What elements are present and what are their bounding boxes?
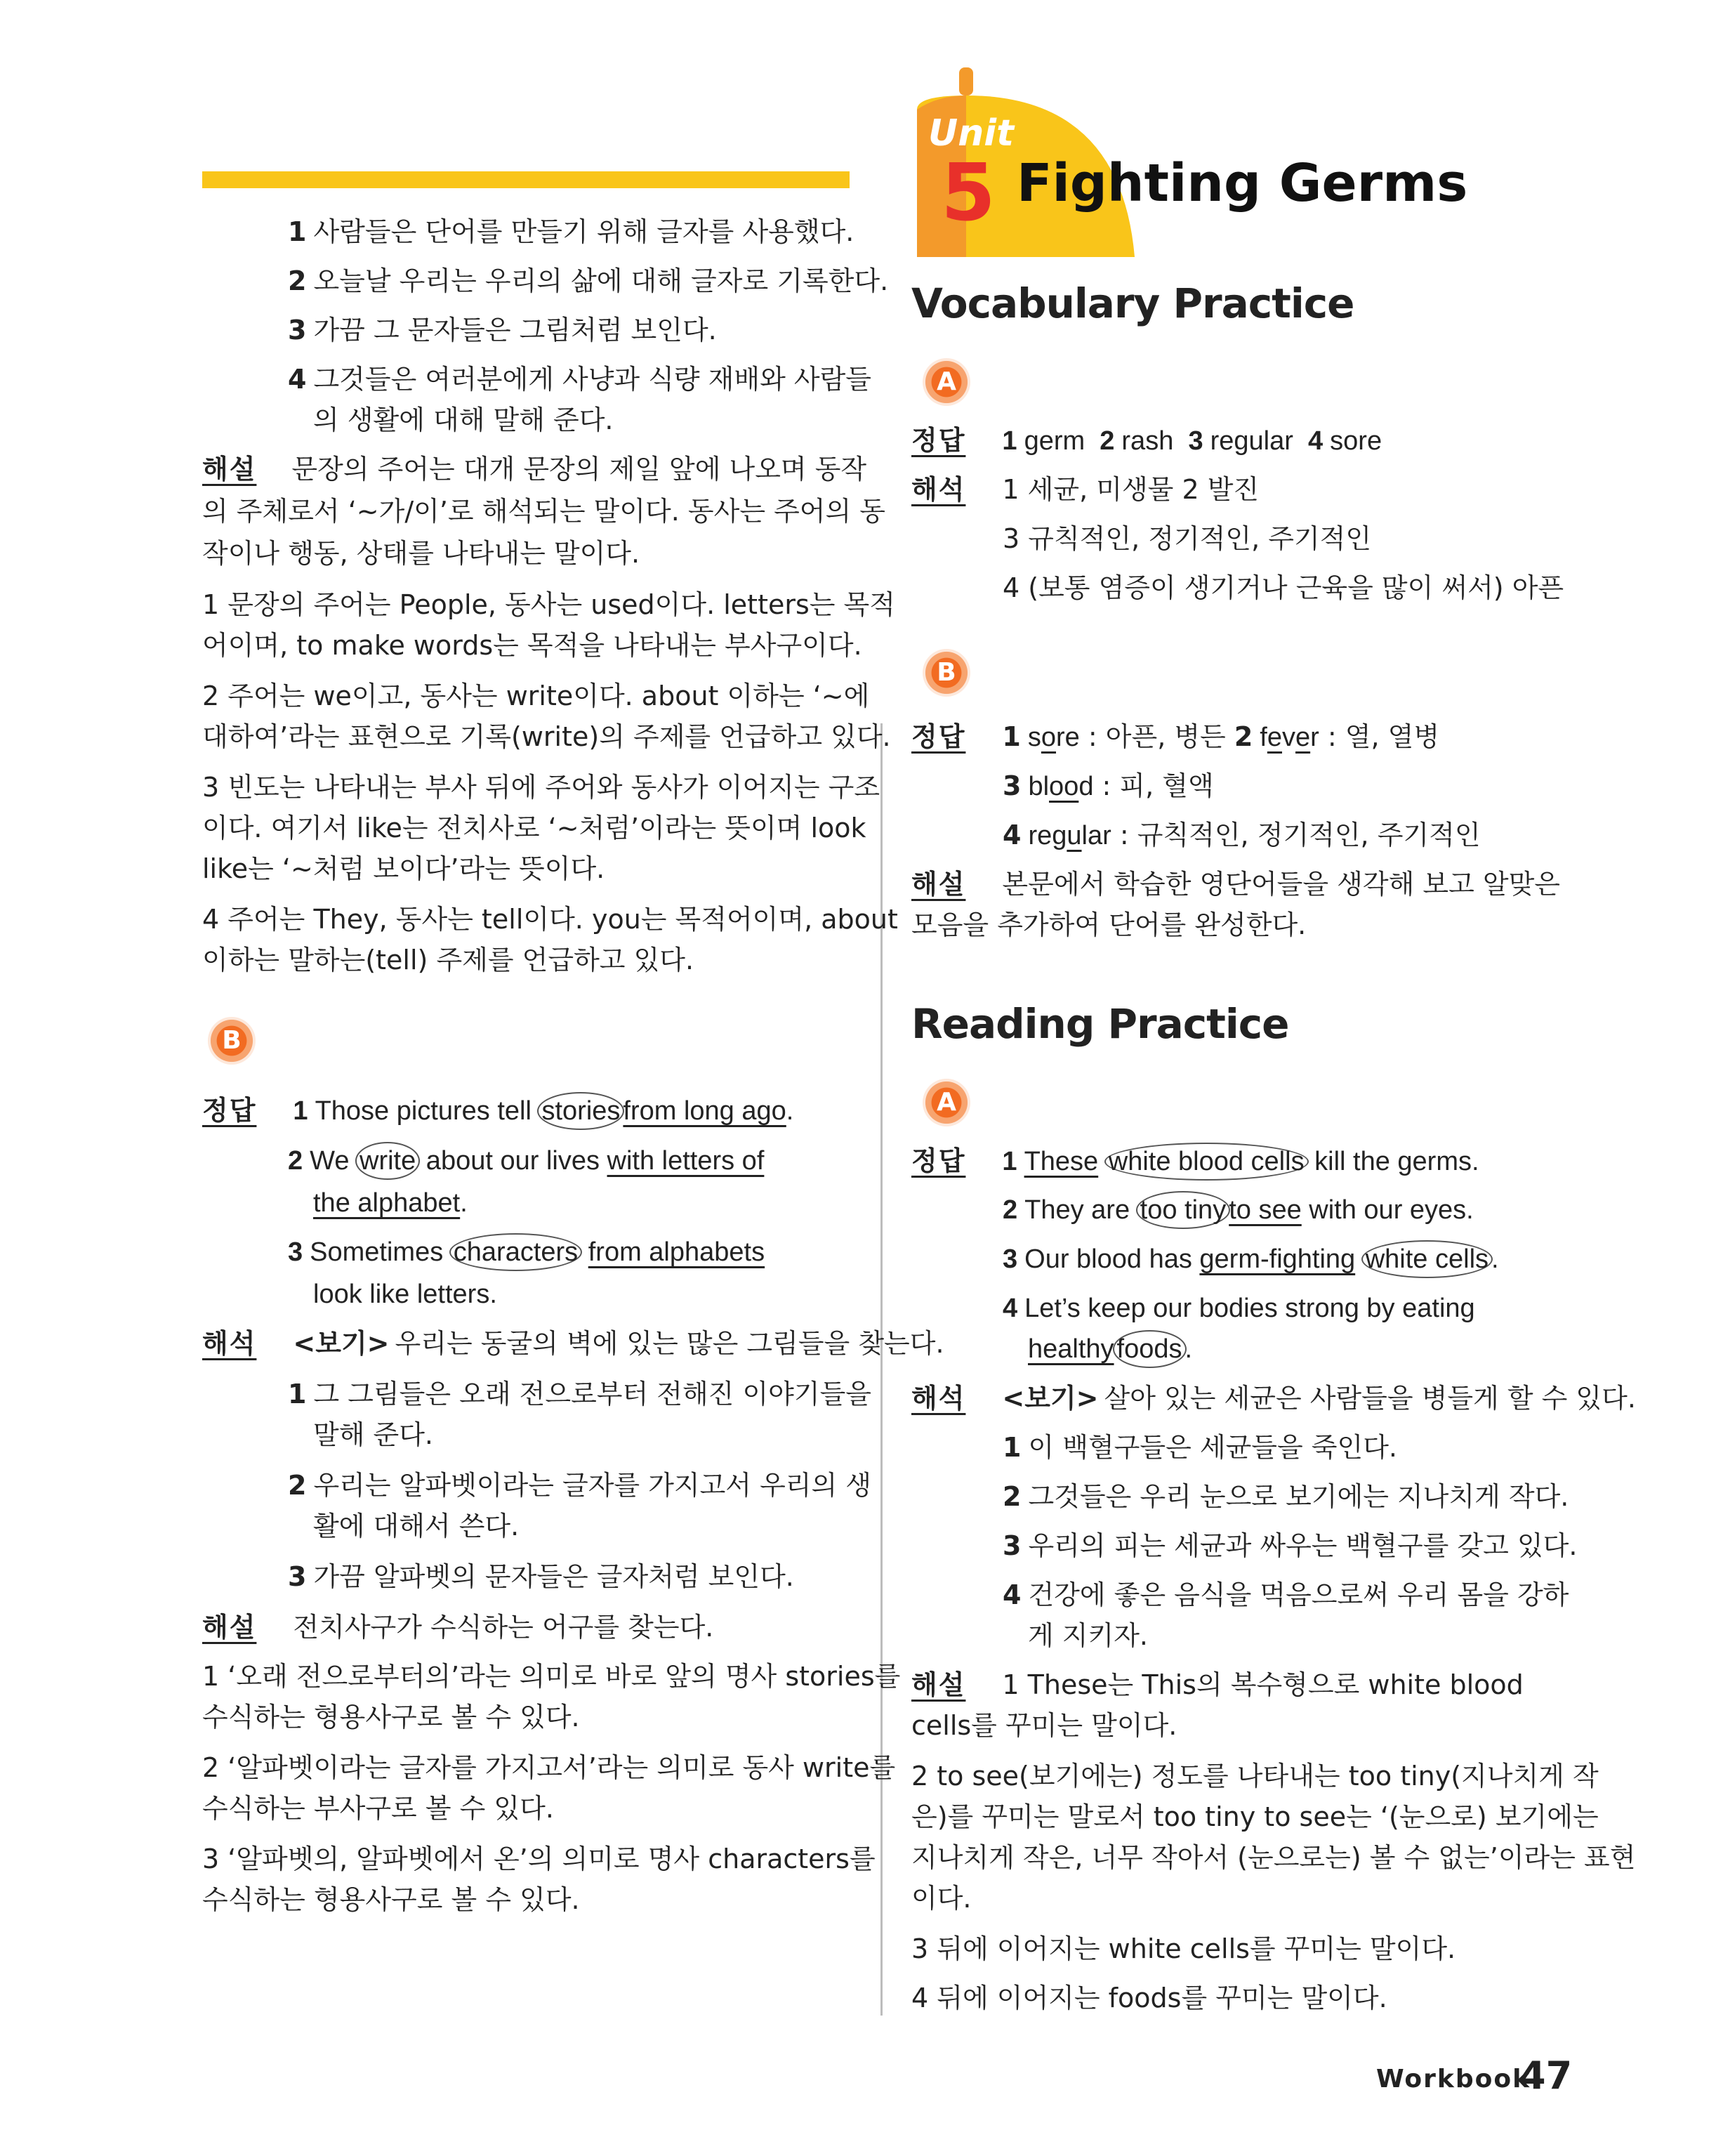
note-line: 4 뒤에 이어지는 foods를 꾸미는 말이다.	[911, 1983, 1387, 2013]
answer-line: 정답 1 sore : 아픈, 병든 2 fever : 열, 열병	[911, 721, 1440, 752]
answer-line: 3 Our blood has germ-fighting white cells .	[1003, 1242, 1499, 1277]
note-line: 수식하는 형용사구로 볼 수 있다.	[202, 1702, 580, 1733]
haeseok-line: 해석 <보기> 우리는 동굴의 벽에 있는 많은 그림들을 찾는다.	[202, 1328, 944, 1359]
note-line: 2 주어는 we이고, 동사는 write이다. about 이하는 ‘~에	[202, 681, 870, 711]
text-line: 모음을 추가하여 단어를 완성한다.	[911, 909, 1307, 940]
answer-line-continued: healthy foods .	[1028, 1332, 1192, 1367]
haeseol-line: 해설 본문에서 학습한 영단어들을 생각해 보고 알맞은	[911, 869, 1560, 900]
note-line: 수식하는 형용사구로 볼 수 있다.	[202, 1884, 580, 1915]
note-line: 3 ‘알파벳의, 알파벳에서 온’의 의미로 명사 characters를	[202, 1843, 876, 1874]
page-number: 47	[1519, 2053, 1573, 2098]
note-line: like는 ‘~처럼 보이다’라는 뜻이다.	[202, 853, 605, 884]
answer-line-continued: look like letters.	[313, 1280, 497, 1309]
answer-line: 정답 1 These white blood cells kill the germs.	[911, 1143, 1479, 1179]
footer-label: Workbook	[1376, 2065, 1531, 2093]
translation-line: 1 그 그림들은 오래 전으로부터 전해진 이야기들을	[288, 1379, 872, 1409]
note-line: 2 ‘알파벳이라는 글자를 가지고서’라는 의미로 동사 write를	[202, 1752, 896, 1783]
translation-line: 2 그것들은 우리 눈으로 보기에는 지나치게 작다.	[1003, 1481, 1569, 1512]
translation-line: 4 (보통 염증이 생기거나 근육을 많이 써서) 아픈	[1003, 572, 1564, 603]
note-line: 이하는 말하는(tell) 주제를 언급하고 있다.	[202, 945, 694, 975]
note-line: 수식하는 부사구로 볼 수 있다.	[202, 1793, 554, 1824]
section-b-badge: B	[923, 649, 970, 697]
translation-line: 게 지키자.	[1028, 1620, 1148, 1651]
answer-line: 4 regular : 규칙적인, 정기적인, 주기적인	[1003, 820, 1481, 850]
note-line: 이다. 여기서 like는 전치사로 ‘~처럼’이라는 뜻이며 look	[202, 813, 866, 843]
yellow-header-bar	[202, 171, 850, 188]
translation-line: 2 우리는 알파벳이라는 글자를 가지고서 우리의 생	[288, 1470, 872, 1501]
reading-practice-title: Reading Practice	[911, 1000, 1289, 1048]
list-item-continued: 의 생활에 대해 말해 준다.	[313, 405, 614, 435]
note-line: 3 빈도는 나타내는 부사 뒤에 주어와 동사가 이어지는 구조	[202, 772, 880, 803]
note-line: 이다.	[911, 1883, 972, 1914]
haeseol-line: 해설 전치사구가 수식하는 어구를 찾는다.	[202, 1612, 714, 1643]
note-line: 어이며, to make words는 목적을 나타내는 부사구이다.	[202, 630, 862, 661]
note-line: 은)를 꾸미는 말로서 too tiny to see는 ‘(눈으로) 보기에는	[911, 1801, 1599, 1832]
note-line: 2 to see(보기에는) 정도를 나타내는 too tiny(지나치게 작	[911, 1761, 1599, 1792]
note-line: 대하여’라는 표현으로 기록(write)의 주제를 언급하고 있다.	[202, 721, 891, 752]
haeseok-line: 해석 1 세균, 미생물 2 발진	[911, 474, 1260, 505]
answer-line: 2 We write about our lives with letters of	[288, 1143, 764, 1178]
list-item: 2 오늘날 우리는 우리의 삶에 대해 글자로 기록한다.	[288, 265, 889, 296]
answer-line: 정답 1 germ 2 rash 3 regular 4 sore	[911, 425, 1382, 456]
note-line: cells를 꾸미는 말이다.	[911, 1710, 1177, 1741]
answer-line: 4 Let’s keep our bodies strong by eating	[1003, 1294, 1475, 1323]
note-line: 지나치게 작은, 너무 작아서 (눈으로는) 볼 수 없는’이라는 표현	[911, 1842, 1636, 1873]
note-line: 4 주어는 They, 동사는 tell이다. you는 목적어이며, about	[202, 904, 898, 935]
answer-line-continued: the alphabet.	[313, 1188, 468, 1218]
list-item: 4 그것들은 여러분에게 사냥과 식량 재배와 사람들	[288, 364, 872, 395]
list-item: 3 가끔 그 문자들은 그림처럼 보인다.	[288, 315, 717, 346]
translation-line: 3 가끔 알파벳의 문자들은 글자처럼 보인다.	[288, 1561, 794, 1592]
section-b-badge: B	[208, 1017, 256, 1065]
answer-line: 3 Sometimes characters from alphabets	[288, 1235, 765, 1270]
translation-line: 3 규칙적인, 정기적인, 주기적인	[1003, 523, 1372, 554]
unit-title: Fighting Germs	[1017, 153, 1468, 213]
section-a-badge: A	[923, 358, 970, 406]
haeseol-paragraph: 해설 문장의 주어는 대개 문장의 제일 앞에 나오며 동작	[202, 454, 867, 485]
translation-line: 말해 준다.	[313, 1419, 433, 1450]
haeseol-line: 해설 1 These는 This의 복수형으로 white blood	[911, 1669, 1524, 1700]
note-line: 3 뒤에 이어지는 white cells를 꾸미는 말이다.	[911, 1933, 1456, 1964]
translation-line: 활에 대해서 쓴다.	[313, 1511, 520, 1542]
answer-line: 2 They are too tiny to see with our eyes.	[1003, 1192, 1474, 1228]
haeseok-line: 해석 <보기> 살아 있는 세균은 사람들을 병들게 할 수 있다.	[911, 1383, 1636, 1414]
text-line: 의 주체로서 ‘~가/이’로 해석되는 말이다. 동사는 주어의 동	[202, 496, 886, 527]
answer-line: 3 blood : 피, 혈액	[1003, 770, 1214, 801]
list-item: 1 사람들은 단어를 만들기 위해 글자를 사용했다.	[288, 216, 854, 247]
translation-line: 3 우리의 피는 세균과 싸우는 백혈구를 갖고 있다.	[1003, 1530, 1578, 1561]
note-line: 1 문장의 주어는 People, 동사는 used이다. letters는 목적	[202, 589, 895, 620]
note-line: 1 ‘오래 전으로부터의’라는 의미로 바로 앞의 명사 stories를	[202, 1661, 901, 1692]
answer-line: 정답 1 Those pictures tell stories from long ago.	[202, 1093, 793, 1129]
unit-label: Unit	[928, 112, 1014, 155]
section-a-badge: A	[923, 1079, 970, 1126]
unit-number: 5	[941, 147, 996, 239]
translation-line: 4 건강에 좋은 음식을 먹음으로써 우리 몸을 강하	[1003, 1579, 1569, 1610]
translation-line: 1 이 백혈구들은 세균들을 죽인다.	[1003, 1432, 1397, 1463]
vocabulary-practice-title: Vocabulary Practice	[911, 280, 1354, 327]
text-line: 작이나 행동, 상태를 나타내는 말이다.	[202, 538, 640, 569]
